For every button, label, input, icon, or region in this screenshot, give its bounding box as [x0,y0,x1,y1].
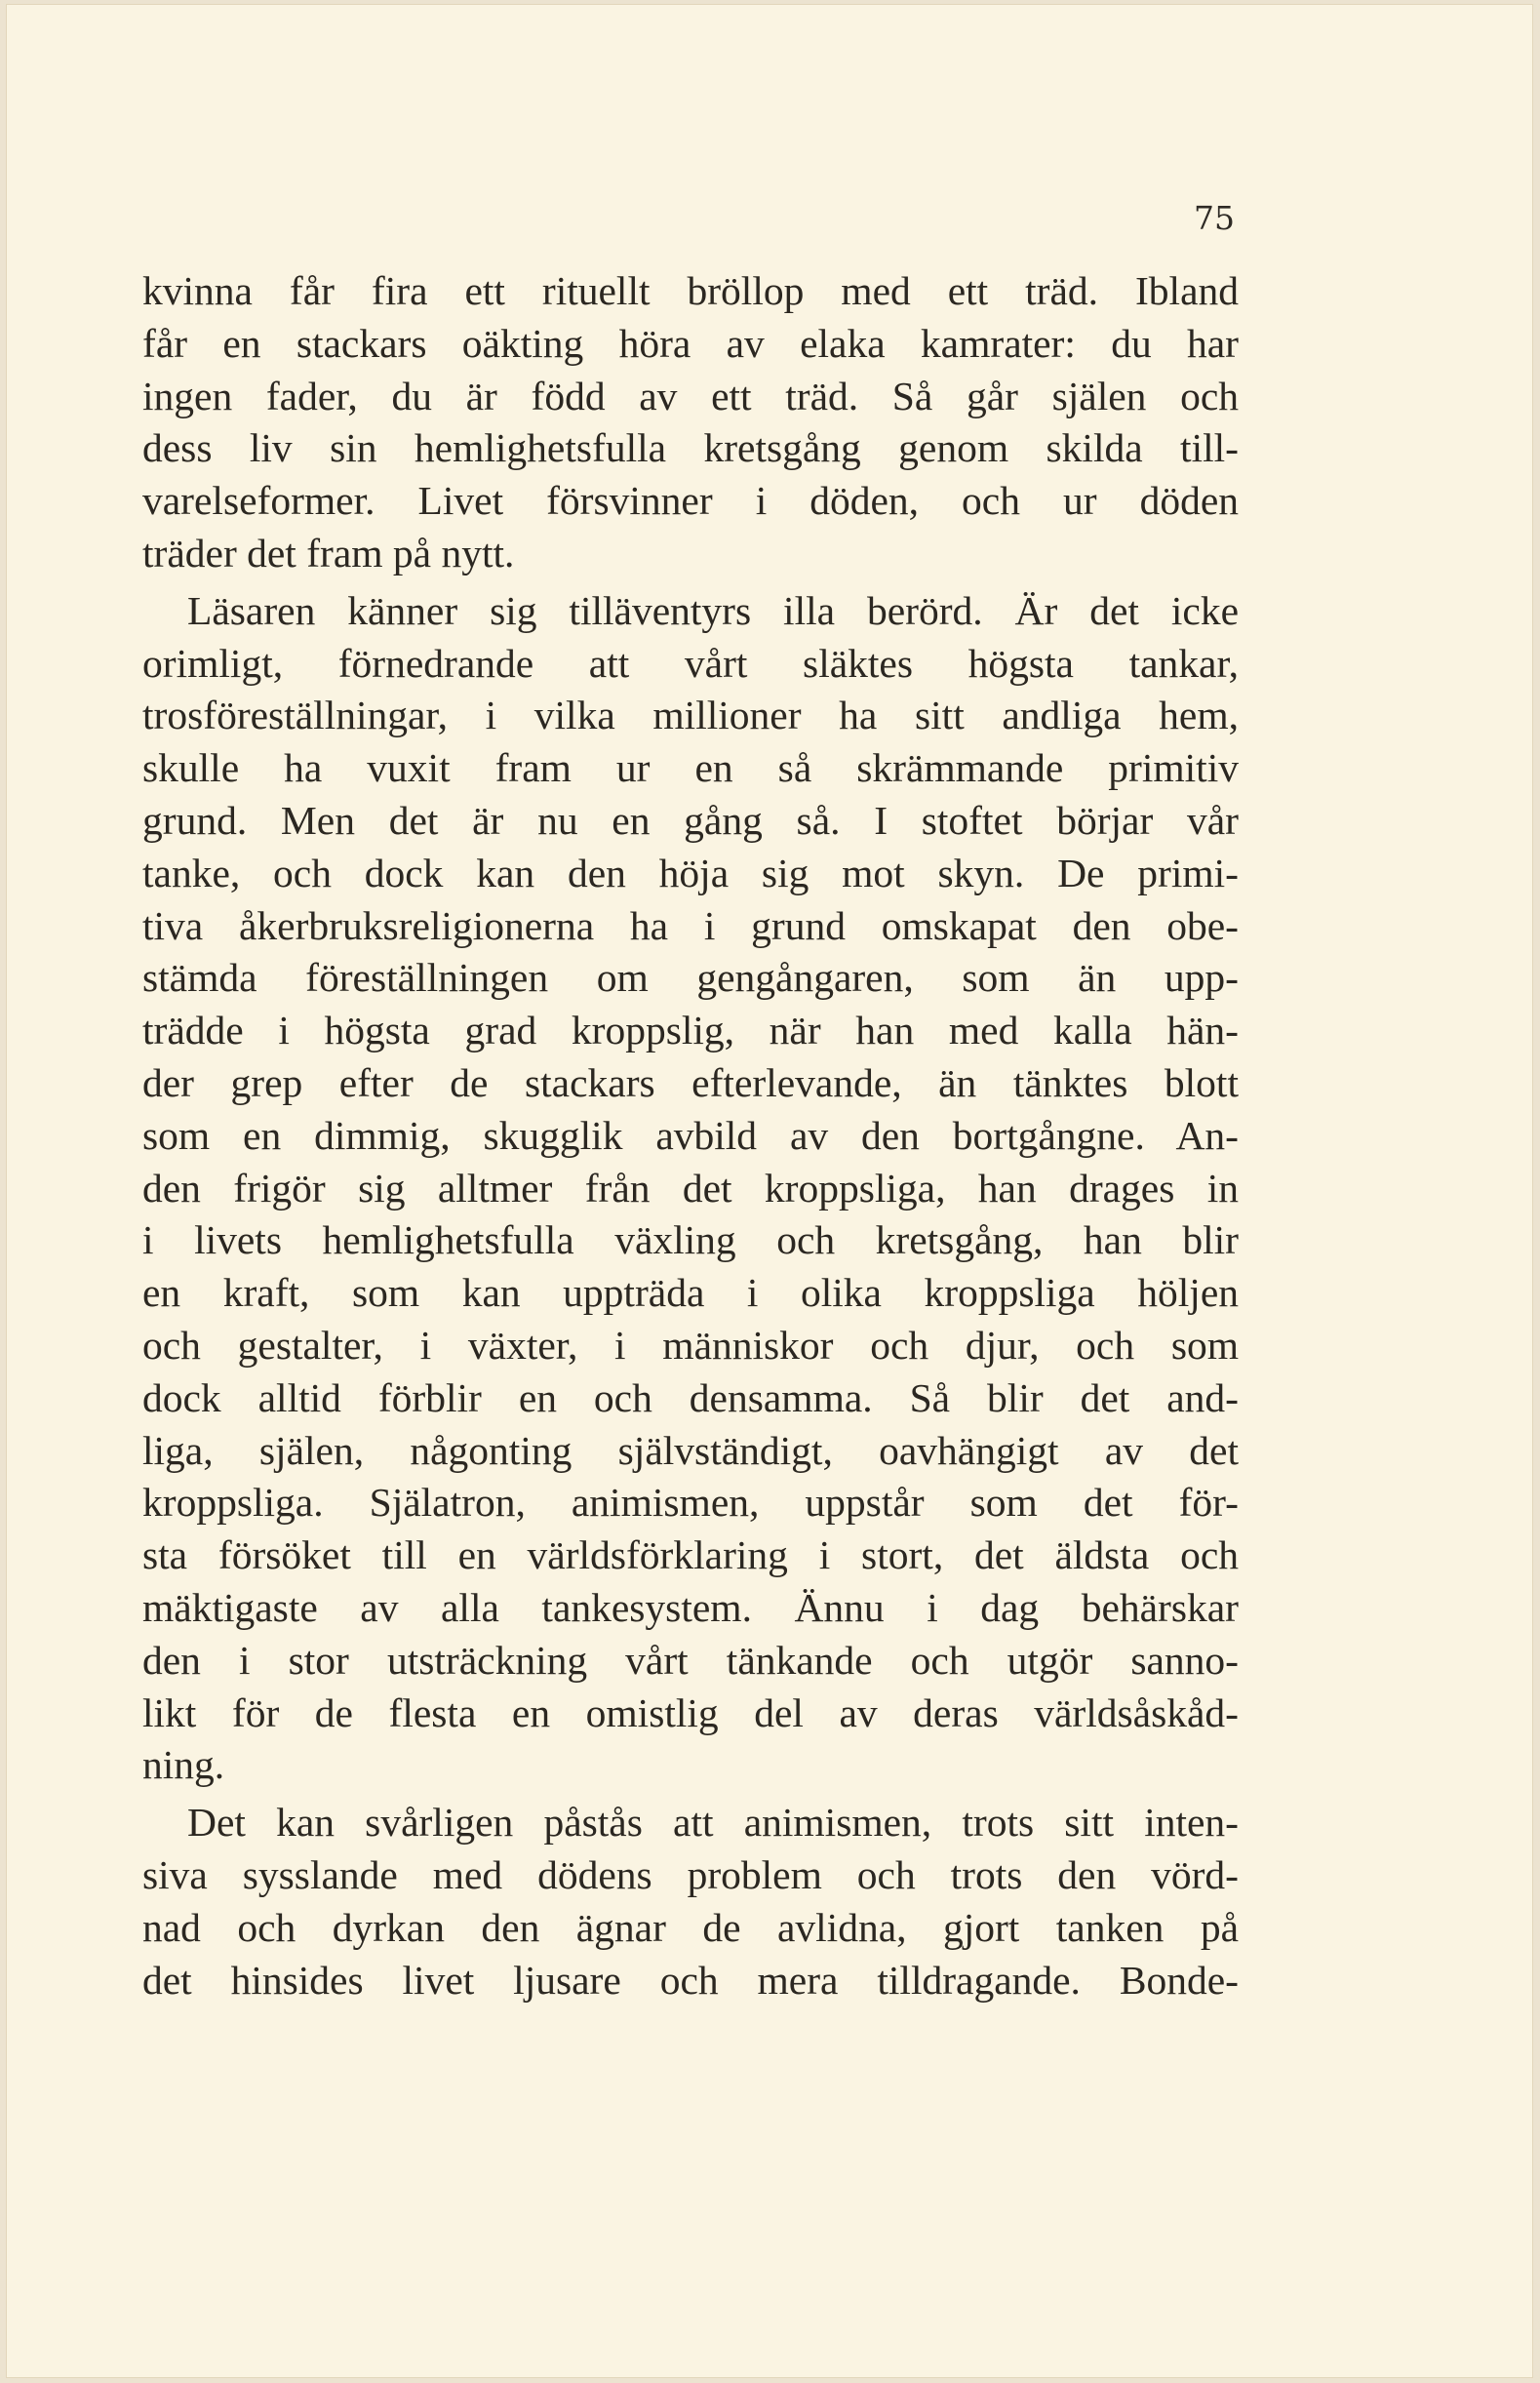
text-line: skulle ha vuxit fram ur en så skrämmande primitiv [142,745,1239,791]
text-line: en kraft, som kan uppträda i olika kroppsliga höljen [142,1270,1239,1316]
paragraph-3 [142,1797,1239,2006]
paragraph-2 [142,585,1239,1792]
paragraph-1 [142,265,1239,580]
text-line: träder det fram på nytt. [142,530,515,576]
text-line: i livets hemlighetsfulla växling och kretsgång, han blir [142,1217,1239,1263]
text-line: tiva åkerbruksreligionerna ha i grund omskapat den obe- [142,902,1239,948]
text-line: det hinsides livet ljusare och mera tilldragande. Bonde- [142,1957,1239,2003]
text-line: och gestalter, i växter, i människor och djur, och som [142,1322,1239,1368]
text-line: ingen fader, du är född av ett träd. Så går själen och [142,373,1239,418]
text-line: som en dimmig, skugglik avbild av den bortgångne. An- [142,1112,1239,1158]
text-line: ning. [142,1742,225,1788]
text-line: kroppsliga. Själatron, animismen, uppstår som det för- [142,1480,1239,1526]
body-text [142,265,1239,2006]
text-line: liga, själen, någonting självständigt, oavhängigt av det [142,1427,1239,1473]
text-line: nad och dyrkan den ägnar de avlidna, gjort tanken på [142,1904,1239,1950]
text-line: likt för de flesta en omistlig del av deras världsåskåd- [142,1689,1239,1735]
page-number: 75 [1194,199,1235,237]
text-line: mäktigaste av alla tankesystem. Ännu i dag behärskar [142,1584,1239,1630]
text-line: den i stor utsträckning vårt tänkande och utgör sanno- [142,1637,1239,1683]
text-line: dess liv sin hemlighetsfulla kretsgång genom skilda till- [142,425,1239,471]
text-line: trosföreställningar, i vilka millioner ha sitt andliga hem, [142,693,1239,738]
text-line: kvinna får fira ett rituellt bröllop med ett träd. Ibland [142,268,1239,313]
text-line: Läsaren känner sig tilläventyrs illa berörd. Är det icke [187,587,1239,633]
text-line: trädde i högsta grad kroppslig, när han med kalla hän- [142,1008,1239,1053]
text-line: dock alltid förblir en och densamma. Så blir det and- [142,1374,1239,1420]
text-line: får en stackars oäkting höra av elaka kamrater: du har [142,320,1239,366]
text-line: tanke, och dock kan den höja sig mot skyn. De primi- [142,850,1239,895]
text-line: den frigör sig alltmer från det kroppsliga, han drages in [142,1165,1239,1211]
text-line: sta försöket till en världsförklaring i stort, det äldsta och [142,1532,1239,1578]
text-line: der grep efter de stackars efterlevande, än tänktes blott [142,1059,1239,1105]
text-line: varelseformer. Livet försvinner i döden, och ur döden [142,478,1239,524]
text-line: orimligt, förnedrande att vårt släktes högsta tankar, [142,640,1239,686]
text-line: grund. Men det är nu en gång så. I stoftet börjar vår [142,797,1239,843]
text-line: stämda föreställningen om gengångaren, som än upp- [142,955,1239,1001]
text-line: siva sysslande med dödens problem och trots den vörd- [142,1851,1239,1897]
text-line: Det kan svårligen påstås att animismen, trots sitt inten- [187,1800,1239,1846]
book-page [6,4,1533,2378]
